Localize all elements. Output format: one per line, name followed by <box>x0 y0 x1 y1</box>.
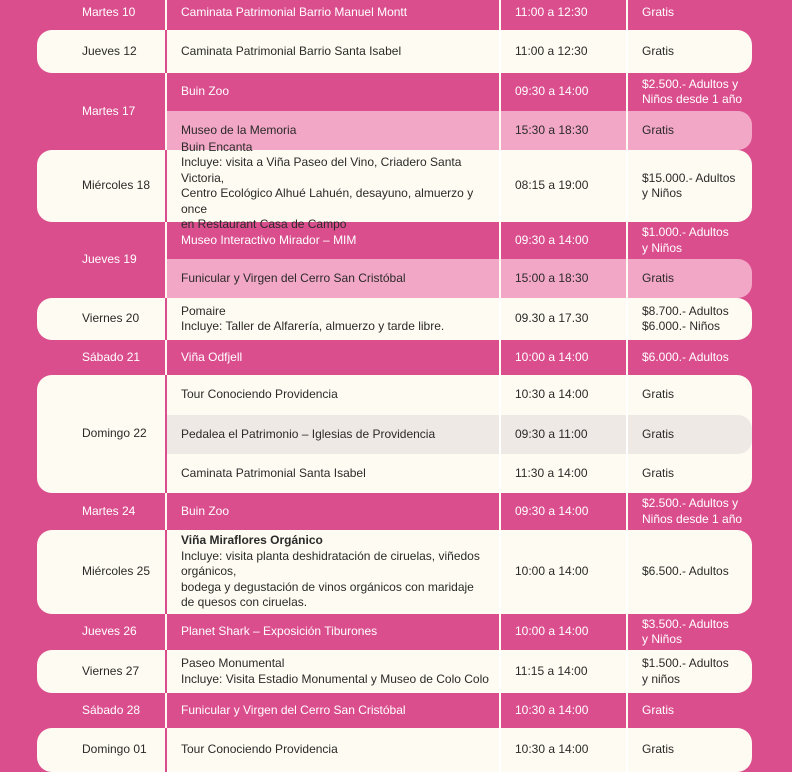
day-cell-text: Jueves 26 <box>82 624 137 639</box>
column-divider <box>626 73 628 150</box>
price-cell <box>642 415 750 454</box>
column-divider <box>165 614 167 650</box>
price-cell-text: Gratis <box>642 43 675 58</box>
time-cell <box>515 454 625 493</box>
activity-entry <box>166 728 752 772</box>
column-divider <box>626 530 628 614</box>
activity-cell-text: Funicular y Virgen del Cerro San Cristóbal <box>181 270 406 285</box>
activity-entry <box>166 650 752 693</box>
column-divider <box>165 30 167 73</box>
time-cell-text: 10:30 a 14:00 <box>515 702 589 717</box>
time-cell-text: 09:30 a 14:00 <box>515 503 589 518</box>
activity-cell-text: Tour Conociendo Providencia <box>181 742 338 757</box>
column-divider <box>499 375 501 493</box>
column-divider <box>499 530 501 614</box>
column-divider <box>165 530 167 614</box>
activity-cell-text: Planet Shark – Exposición Tiburones <box>181 624 378 639</box>
schedule-row <box>0 693 792 728</box>
price-cell <box>642 340 750 375</box>
activity-cell <box>181 614 499 650</box>
time-cell-text: 11:00 a 12:30 <box>515 5 588 20</box>
time-cell <box>515 650 625 693</box>
price-cell <box>642 728 750 772</box>
schedule-row <box>0 650 792 693</box>
price-cell-text: Gratis <box>642 122 675 137</box>
activity-entry <box>166 139 752 231</box>
price-cell <box>642 298 750 340</box>
activity-cell-text: Caminata Patrimonial Santa Isabel <box>181 465 366 480</box>
activity-entry <box>166 454 752 493</box>
time-cell-text: 11:30 a 14:00 <box>515 465 588 480</box>
day-cell-text: Jueves 12 <box>82 43 137 58</box>
column-divider <box>626 693 628 728</box>
day-cell-text: Miércoles 25 <box>82 564 151 579</box>
day-cell-text: Viernes 27 <box>82 663 140 678</box>
activity-entry <box>166 0 752 30</box>
schedule-row <box>0 375 792 493</box>
time-cell <box>515 0 625 30</box>
day-cell-text: Sábado 21 <box>82 349 141 364</box>
column-divider <box>499 650 501 693</box>
activity-cell <box>181 30 499 73</box>
activity-cell-text: Pedalea el Patrimonio – Iglesias de Providencia <box>181 426 436 441</box>
activity-cell <box>181 0 499 30</box>
activity-cell <box>181 454 499 493</box>
day-cell <box>82 298 164 340</box>
schedule-row <box>0 222 792 298</box>
column-divider <box>165 340 167 375</box>
activity-cell <box>181 650 499 693</box>
schedule-row <box>0 614 792 650</box>
column-divider <box>626 614 628 650</box>
activity-entry <box>166 693 752 728</box>
price-cell-text: Gratis <box>642 465 675 480</box>
activity-entry <box>166 298 752 340</box>
time-cell <box>515 530 625 614</box>
activity-cell-text: Funicular y Virgen del Cerro San Cristóbal <box>181 702 406 717</box>
day-cell <box>82 73 164 150</box>
column-divider <box>165 375 167 493</box>
activity-cell <box>181 728 499 772</box>
column-divider <box>499 30 501 73</box>
activity-cell <box>181 375 499 415</box>
column-divider <box>626 375 628 493</box>
time-cell-text: 10:30 a 14:00 <box>515 387 589 402</box>
activity-cell-text: Buin Encanta Incluye: visita a Viña Paseo del Vino, Criadero Santa Victoria, Centro Ecológico Alhué Lahuén, desayuno, almuerzo y once en Restaurant Casa de Campo <box>181 139 474 231</box>
time-cell-text: 10:30 a 14:00 <box>515 742 589 757</box>
activity-cell <box>181 530 499 614</box>
price-cell <box>642 259 750 298</box>
schedule-row <box>0 73 792 150</box>
day-cell <box>82 150 164 222</box>
column-divider <box>165 493 167 530</box>
schedule-row <box>0 139 792 231</box>
column-divider <box>499 614 501 650</box>
column-divider <box>499 693 501 728</box>
column-divider <box>626 340 628 375</box>
time-cell-text: 09:30 a 11:00 <box>515 426 588 441</box>
price-cell-text: $2.500.- Adultos y Niños desde 1 año <box>642 76 743 106</box>
column-divider <box>165 73 167 150</box>
day-cell-text: Martes 17 <box>82 103 136 118</box>
time-cell <box>515 298 625 340</box>
column-divider <box>499 73 501 150</box>
price-cell-text: $15.000.- Adultos y Niños <box>642 170 736 200</box>
activity-cell <box>181 73 499 111</box>
column-divider <box>165 650 167 693</box>
column-divider <box>499 728 501 772</box>
price-cell-text: $1.000.- Adultos y Niños <box>642 225 729 255</box>
time-cell <box>515 150 625 222</box>
column-divider <box>499 222 501 298</box>
price-cell-text: $3.500.- Adultos y Niños <box>642 616 729 646</box>
activity-cell-text: Tour Conociendo Providencia <box>181 387 338 402</box>
day-cell <box>82 650 164 693</box>
activity-entry <box>166 222 752 259</box>
price-cell-text: Gratis <box>642 387 675 402</box>
time-cell <box>515 222 625 259</box>
price-cell-text: $8.700.- Adultos $6.000.- Niños <box>642 303 729 333</box>
schedule-row <box>0 493 792 530</box>
day-cell-text: Domingo 01 <box>82 742 147 757</box>
price-cell <box>642 30 750 73</box>
column-divider <box>165 693 167 728</box>
column-divider <box>626 222 628 298</box>
column-divider <box>626 650 628 693</box>
time-cell-text: 11:00 a 12:30 <box>515 43 588 58</box>
column-divider <box>165 0 167 30</box>
column-divider <box>499 298 501 340</box>
activity-cell-text: Incluye: visita planta deshidratación de ciruelas, viñedos orgánicos, bodega y degustación de vinos orgánicos con maridaje de quesos con ciruelas. <box>181 548 480 610</box>
time-cell <box>515 30 625 73</box>
activity-cell <box>181 493 499 530</box>
activity-cell <box>181 693 499 728</box>
time-cell <box>515 259 625 298</box>
time-cell-text: 15:00 a 18:30 <box>515 270 589 285</box>
price-cell-text: Gratis <box>642 426 675 441</box>
time-cell <box>515 493 625 530</box>
day-cell <box>82 493 164 530</box>
activity-entry <box>166 73 752 111</box>
price-cell <box>642 530 750 614</box>
time-cell-text: 10:00 a 14:00 <box>515 624 589 639</box>
day-cell <box>82 728 164 772</box>
activity-cell-text: Paseo Monumental Incluye: Visita Estadio Monumental y Museo de Colo Colo <box>181 656 489 686</box>
day-cell-text: Martes 10 <box>82 5 136 20</box>
column-divider <box>626 0 628 30</box>
time-cell <box>515 375 625 415</box>
day-cell-text: Domingo 22 <box>82 426 147 441</box>
price-cell <box>642 693 750 728</box>
price-cell-text: Gratis <box>642 5 675 20</box>
time-cell <box>515 73 625 111</box>
activity-cell-text: Caminata Patrimonial Barrio Manuel Montt <box>181 5 408 20</box>
price-cell-text: $6.500.- Adultos <box>642 564 729 579</box>
activity-cell-title: Viña Miraflores Orgánico <box>181 533 323 548</box>
day-cell-text: Miércoles 18 <box>82 178 151 193</box>
price-cell <box>642 222 750 259</box>
price-cell-text: $2.500.- Adultos y Niños desde 1 año <box>642 496 743 526</box>
day-cell <box>82 530 164 614</box>
price-cell <box>642 0 750 30</box>
schedule-row <box>0 728 792 772</box>
price-cell <box>642 150 750 222</box>
column-divider <box>626 30 628 73</box>
activity-cell-text: Caminata Patrimonial Barrio Santa Isabel <box>181 43 402 58</box>
column-divider <box>165 298 167 340</box>
time-cell-text: 10:00 a 14:00 <box>515 564 589 579</box>
time-cell <box>515 728 625 772</box>
activity-entry <box>166 259 752 298</box>
column-divider <box>499 493 501 530</box>
column-divider <box>626 493 628 530</box>
activity-cell <box>181 415 499 454</box>
price-cell <box>642 111 750 150</box>
activity-cell-text: Buin Zoo <box>181 84 230 99</box>
day-cell <box>82 693 164 728</box>
activity-cell-text: Buin Zoo <box>181 503 230 518</box>
day-cell <box>82 375 164 493</box>
column-divider <box>626 728 628 772</box>
column-divider <box>499 340 501 375</box>
price-cell <box>642 493 750 530</box>
price-cell-text: Gratis <box>642 702 675 717</box>
price-cell <box>642 454 750 493</box>
column-divider <box>626 298 628 340</box>
price-cell <box>642 614 750 650</box>
time-cell-text: 11:15 a 14:00 <box>515 663 588 678</box>
time-cell-text: 10:00 a 14:00 <box>515 349 589 364</box>
price-cell-text: Gratis <box>642 270 675 285</box>
activity-entry <box>166 340 752 375</box>
activity-cell-text: Viña Odfjell <box>181 349 243 364</box>
activity-entry <box>166 375 752 415</box>
time-cell-text: 09:30 a 14:00 <box>515 84 589 99</box>
activity-entry <box>166 614 752 650</box>
activity-cell-text: Pomaire Incluye: Taller de Alfarería, almuerzo y tarde libre. <box>181 303 445 333</box>
activity-cell <box>181 340 499 375</box>
schedule-row <box>0 30 792 73</box>
price-cell <box>642 73 750 111</box>
column-divider <box>499 150 501 222</box>
activity-cell-text: Museo Interactivo Mirador – MIM <box>181 232 357 247</box>
day-cell-text: Jueves 19 <box>82 252 137 267</box>
time-cell <box>515 614 625 650</box>
time-cell <box>515 340 625 375</box>
schedule-row <box>0 340 792 375</box>
schedule-row <box>0 298 792 340</box>
day-cell <box>82 340 164 375</box>
schedule-row <box>0 530 792 614</box>
time-cell-text: 08:15 a 19:00 <box>515 178 589 193</box>
activity-entry <box>166 415 752 454</box>
time-cell-text: 09.30 a 17.30 <box>515 311 589 326</box>
time-cell <box>515 111 625 150</box>
schedule-row <box>0 0 792 30</box>
activity-cell <box>181 139 499 231</box>
activity-entry <box>166 530 752 614</box>
price-cell-text: $1.500.- Adultos y niños <box>642 656 729 686</box>
activity-entry <box>166 30 752 73</box>
column-divider <box>165 728 167 772</box>
price-cell <box>642 375 750 415</box>
day-cell-text: Sábado 28 <box>82 702 141 717</box>
activity-cell <box>181 298 499 340</box>
price-cell <box>642 650 750 693</box>
activity-cell <box>181 259 499 298</box>
column-divider <box>626 150 628 222</box>
column-divider <box>165 222 167 298</box>
activity-cell-text: Museo de la Memoria <box>181 122 297 137</box>
day-cell <box>82 30 164 73</box>
activity-cell <box>181 222 499 259</box>
day-cell <box>82 222 164 298</box>
column-divider <box>165 150 167 222</box>
price-cell-text: $6.000.- Adultos <box>642 349 729 364</box>
time-cell <box>515 415 625 454</box>
price-cell-text: Gratis <box>642 742 675 757</box>
time-cell-text: 09:30 a 14:00 <box>515 232 589 247</box>
time-cell <box>515 693 625 728</box>
activity-entry <box>166 493 752 530</box>
column-divider <box>499 0 501 30</box>
day-cell-text: Viernes 20 <box>82 311 140 326</box>
day-cell-text: Martes 24 <box>82 503 136 518</box>
day-cell <box>82 0 164 30</box>
time-cell-text: 15:30 a 18:30 <box>515 122 589 137</box>
day-cell <box>82 614 164 650</box>
